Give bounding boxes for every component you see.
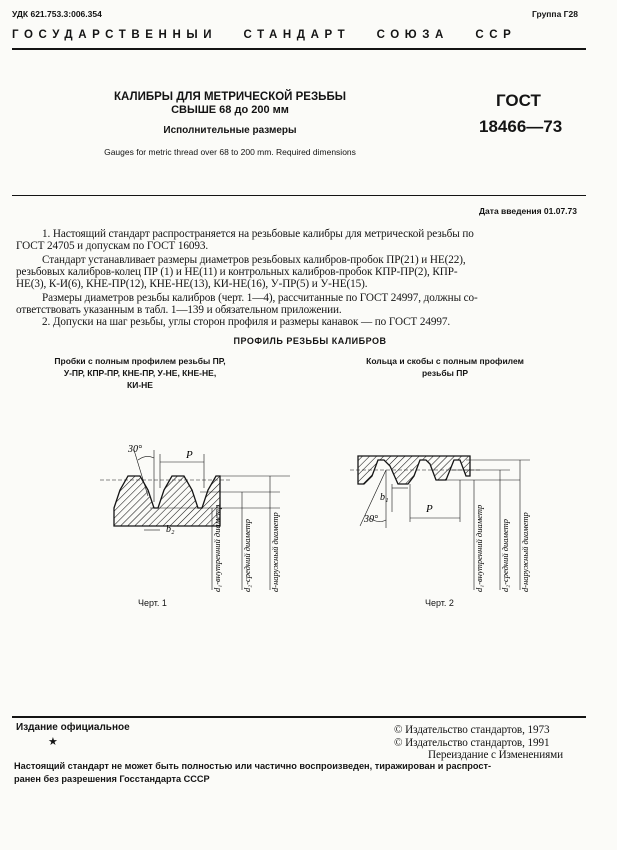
copyright-1973: © Издательство стандартов, 1973 [394,724,550,736]
paragraph-3-line-2: ответствовать указанным в табл. 1—139 и обязательном приложении. [16,304,342,316]
figure-1-d1-label: d₁-внутренний диаметр [212,504,222,592]
figure-2-angle-label: 30° [364,514,378,525]
section-title: ПРОФИЛЬ РЕЗЬБЫ КАЛИБРОВ [233,336,387,346]
star-mark: ★ [48,736,58,748]
figure-1-b2-label: b₂ [166,524,175,535]
banner: ГОСУДАРСТВЕННЫЙ СТАНДАРТ СОЮЗА ССР [12,29,517,41]
udk-code: УДК 621.753.3:006.354 [12,9,102,19]
intro-date: Дата введения 01.07.73 [479,206,577,216]
figure-2-pitch-label: P [426,503,433,515]
figure-1-d2-label: d₂-средний диаметр [242,518,252,592]
paragraph-2-line-1: Стандарт устанавливает размеры диаметров резьбовых калибров-пробок ПР(21) и НЕ(22), [42,254,466,266]
banner-rule [12,48,586,50]
figure-1-caption-line-1: Пробки с полным профилем резьбы ПР, [54,356,226,366]
paragraph-1-line-2: ГОСТ 24705 и допускам по ГОСТ 16093. [16,240,209,252]
figure-1-drawing [100,440,300,600]
paragraph-4-line-1: 2. Допуски на шаг резьбы, углы сторон профиля и размеры канавок — по ГОСТ 24997. [42,316,451,328]
figure-2-label: Черт. 2 [425,598,454,608]
figure-1-angle-label: 30° [128,444,142,455]
paragraph-2-line-2: резьбовых калибров-колец ПР (1) и НЕ(11) и контрольных калибров-пробок КПР-ПР(2), КПР- [16,266,458,278]
official-edition: Издание официальное [16,722,130,733]
figure-2-d1-label: d₁-внутренний диаметр [474,504,484,592]
figure-2-d-label: d-наружный диаметр [520,512,530,592]
figure-2-caption-line-1: Кольца и скобы с полным профилем [366,356,524,366]
english-title: Gauges for metric thread over 68 to 200 mm. Required dimensions [104,147,356,157]
reprint-note: Переиздание с Изменениями [428,749,563,761]
figure-2-drawing [350,440,540,600]
figure-1-caption-line-3: КИ-НЕ [127,380,153,390]
title-line-2: СВЫШЕ 68 до 200 мм [171,104,289,116]
gost-label: ГОСТ [496,91,541,110]
paragraph-2-line-3: НЕ(3), К-И(6), КНЕ-ПР(12), КНЕ-НЕ(13), КИ-НЕ(16), У-ПР(5) и У-НЕ(15). [16,278,368,290]
figure-2-d2-label: d₂-средний диаметр [500,518,510,592]
gost-number: 18466—73 [479,117,563,136]
paragraph-3-line-1: Размеры диаметров резьбы калибров (черт. 1—4), рассчитанные по ГОСТ 24997, должны со- [42,292,478,304]
figure-1-caption-line-2: У-ПР, КПР-ПР, КНЕ-ПР, У-НЕ, КНЕ-НЕ, [63,368,217,378]
figure-2-caption-line-2: резьбы ПР [421,368,469,378]
figure-2-b1-label: b₁ [380,492,389,503]
figure-1-label: Черт. 1 [138,598,167,608]
paragraph-1-line-1: 1. Настоящий стандарт распространяется на резьбовые калибры для метрической резьбы по [42,228,474,240]
copyright-1991: © Издательство стандартов, 1991 [394,737,550,749]
subtitle: Исполнительные размеры [163,125,297,136]
figure-1-pitch-label: P [186,449,193,461]
footer-rule [12,716,586,718]
title-line-1: КАЛИБРЫ ДЛЯ МЕТРИЧЕСКОЙ РЕЗЬБЫ [114,91,346,103]
notice-line-1: Настоящий стандарт не может быть полностью или частично воспроизведен, тиражирован и распрост- [14,761,492,771]
title-rule [12,195,586,196]
figure-1-d-label: d-наружный диаметр [270,512,280,592]
notice-line-2: ранен без разрешения Госстандарта СССР [14,774,210,784]
group-code: Группа Г28 [532,9,578,19]
